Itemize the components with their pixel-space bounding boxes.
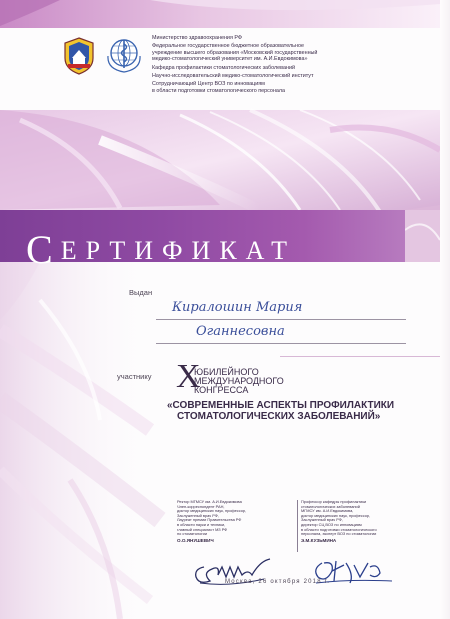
right-signatory-name: Э.М.КУЗЬМИНА: [301, 537, 337, 543]
recipient-name-line2: Оганнесовна: [196, 324, 285, 339]
place-and-date: Москва, 26 октября 2018 г.: [225, 579, 331, 585]
title-rest: ЕРТИФИКАТ: [60, 236, 297, 265]
left-signatory-line: Ректор МГМСУ им. А.И.Евдокимова: [177, 499, 242, 504]
header-who-center-line1: Сотрудничающий Центр ВОЗ по инновациям: [152, 81, 265, 88]
signature-divider: [297, 500, 298, 552]
right-signatory-line: МГМСУ им. А.И.Евдокимова,: [301, 508, 354, 514]
header-ministry: Министерство здравоохранения РФ: [152, 35, 242, 41]
right-signatory-line: стоматологических заболеваний: [301, 503, 360, 509]
page-edge: [440, 0, 450, 619]
title-first-letter: С: [26, 227, 61, 272]
right-signatory-line: персонала, эксперт ВОЗ по стоматологии: [301, 531, 377, 537]
congress-line2: МЕЖДУНАРОДНОГО: [194, 376, 284, 386]
left-signatory-line: в области науки и техники,: [177, 521, 226, 527]
recipient-line-2: [156, 343, 406, 344]
certificate-title: [26, 226, 296, 273]
left-signatory-line: Лауреат премии Правительства РФ: [177, 517, 242, 523]
congress-line3: КОНГРЕССА: [194, 385, 249, 395]
right-signatory: [301, 500, 377, 543]
topic-line1: «СОВРЕМЕННЫЕ АСПЕКТЫ ПРОФИЛАКТИКИ: [167, 400, 395, 411]
congress-numeral: X: [176, 358, 201, 395]
topic-line2: СТОМАТОЛОГИЧЕСКИХ ЗАБОЛЕВАНИЙ»: [177, 410, 381, 422]
right-signatory-line: директор СЦ ВОЗ по инновациям: [301, 521, 362, 527]
congress-line1: ЮБИЛЕЙНОГО: [194, 367, 259, 377]
left-signatory-line: Член-корреспондент РАН,: [177, 503, 225, 509]
university-crest-logo: [62, 36, 96, 76]
left-signatory-line: Заслуженный врач РФ,: [177, 512, 219, 518]
right-signatory-line: доктор медицинских наук, профессор,: [301, 512, 371, 518]
header-institution-line3: медико-стоматологический университет им. А.И.Евдокимова»: [152, 56, 308, 63]
right-signatory-line: Профессор кафедры профилактики: [301, 499, 367, 504]
who-emblem-logo: [104, 36, 144, 74]
recipient-name-line1: Киралошин Мария: [172, 300, 303, 315]
right-signatory-line: в области подготовки стоматологического: [301, 526, 377, 532]
issued-label: Выдан: [129, 288, 153, 297]
header-who-center-line2: в области подготовки стоматологического персонала: [152, 87, 286, 94]
left-signatory: [177, 500, 246, 543]
institution-header: [152, 35, 432, 94]
congress-heading: [194, 368, 284, 395]
right-signatory-line: Заслуженный врач РФ,: [301, 517, 343, 523]
header-institution-line2: учреждение высшего образования «Московский государственный: [152, 49, 318, 56]
left-signatory-name: О.О.ЯНУШЕВИЧ: [177, 537, 214, 543]
participant-label: участнику: [117, 372, 152, 381]
header-institution-line1: Федеральное государственное бюджетное образовательное: [152, 43, 304, 50]
left-signatory-line: главный специалист МЗ РФ: [177, 526, 228, 532]
recipient-line-1: [156, 319, 406, 320]
left-signatory-line: по стоматологии: [177, 531, 208, 537]
header-institute: Научно-исследовательский медико-стоматологический институт: [152, 73, 314, 80]
congress-topic: [167, 401, 394, 422]
header-department: Кафедра профилактики стоматологических заболеваний: [152, 64, 295, 71]
left-signatory-line: доктор медицинских наук, профессор,: [177, 508, 247, 514]
